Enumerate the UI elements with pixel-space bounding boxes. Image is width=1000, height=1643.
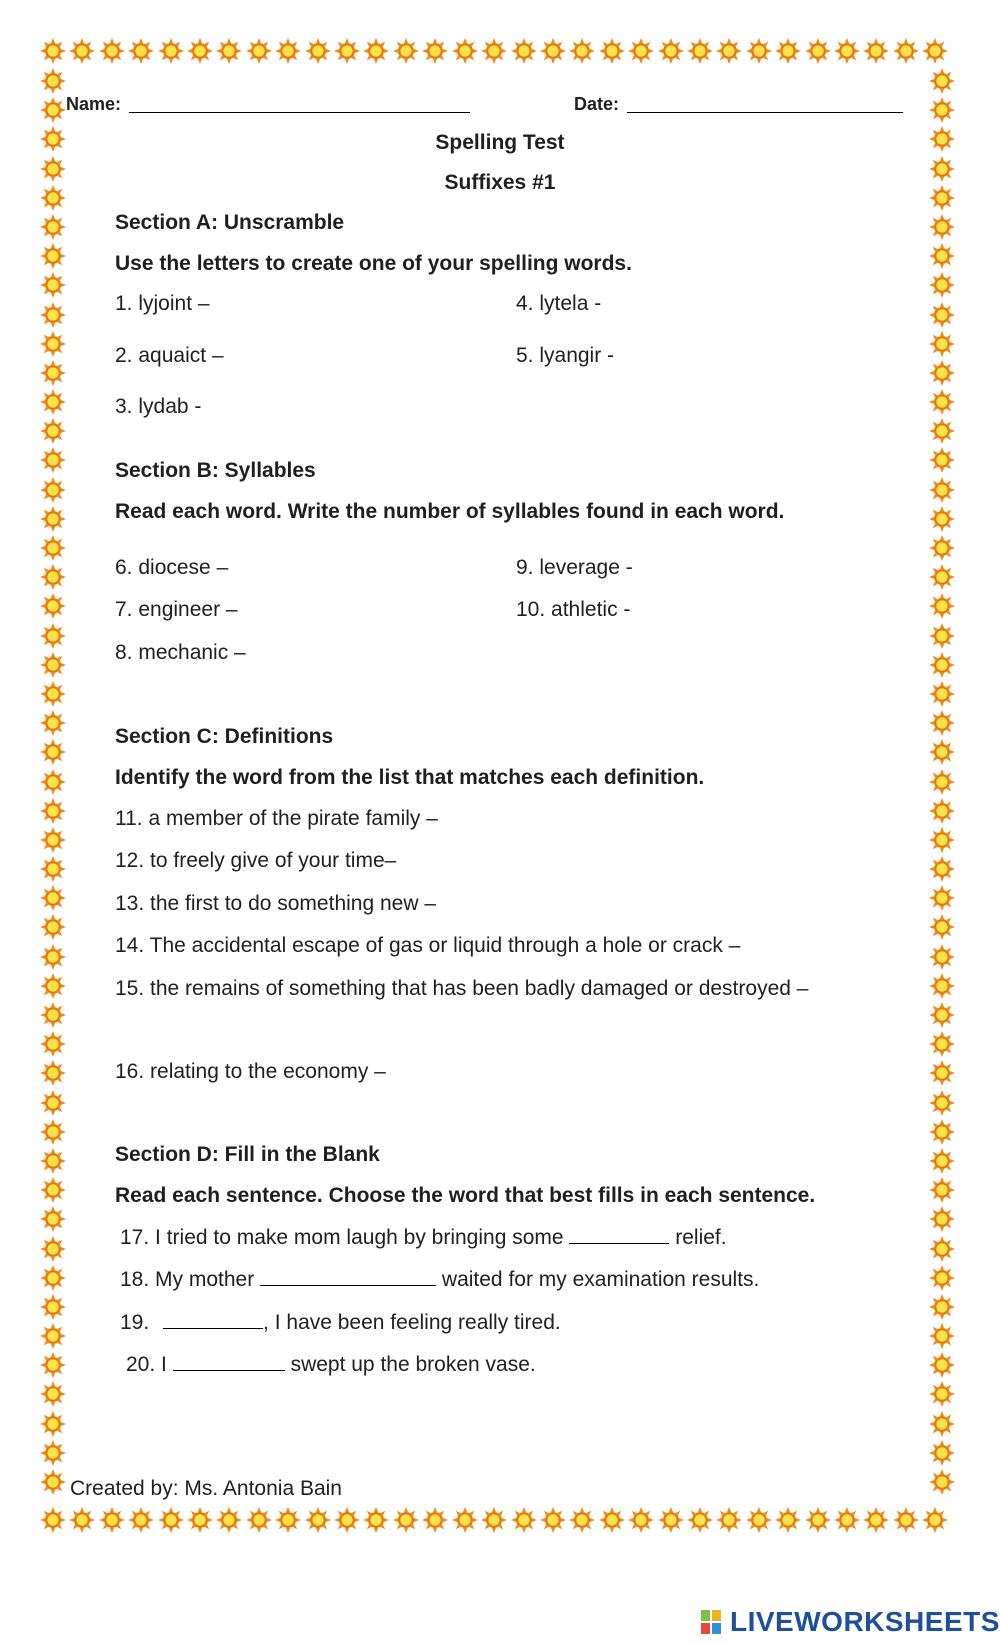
sun-icon bbox=[929, 1119, 955, 1145]
section-c-heading: Section C: Definitions bbox=[115, 725, 334, 748]
sun-icon bbox=[40, 272, 66, 298]
sun-icon bbox=[929, 1148, 955, 1174]
blank-18[interactable] bbox=[260, 1267, 436, 1286]
sun-icon bbox=[893, 1507, 919, 1533]
sun-icon bbox=[658, 1507, 684, 1533]
creator-credit: Created by: Ms. Antonia Bain bbox=[70, 1477, 342, 1500]
sun-icon bbox=[40, 331, 66, 357]
sun-icon bbox=[393, 1507, 419, 1533]
sun-icon bbox=[40, 1060, 66, 1086]
sun-icon bbox=[40, 1090, 66, 1116]
name-label: Name: bbox=[66, 94, 122, 114]
sun-icon bbox=[422, 38, 448, 64]
sun-icon bbox=[834, 1507, 860, 1533]
question-18: 18. My mother waited for my examination results. bbox=[120, 1268, 760, 1291]
question-9: 9. leverage - bbox=[516, 556, 633, 579]
sun-icon bbox=[929, 973, 955, 999]
sun-icon bbox=[40, 564, 66, 590]
sun-icon bbox=[40, 769, 66, 795]
sun-icon bbox=[893, 38, 919, 64]
sun-icon bbox=[40, 1119, 66, 1145]
sun-icon bbox=[929, 1294, 955, 1320]
blank-19[interactable] bbox=[163, 1310, 263, 1329]
sun-icon bbox=[929, 593, 955, 619]
section-b-heading: Section B: Syllables bbox=[115, 459, 316, 482]
question-10: 10. athletic - bbox=[516, 598, 631, 621]
sun-icon bbox=[628, 38, 654, 64]
sun-icon bbox=[746, 1507, 772, 1533]
liveworksheets-mark-icon bbox=[700, 1608, 724, 1636]
sun-icon bbox=[929, 360, 955, 386]
sun-icon bbox=[929, 652, 955, 678]
sun-icon bbox=[929, 1002, 955, 1028]
sun-icon bbox=[40, 798, 66, 824]
sun-icon bbox=[716, 38, 742, 64]
sun-icon bbox=[40, 68, 66, 94]
sun-icon bbox=[929, 214, 955, 240]
sun-icon bbox=[929, 681, 955, 707]
sun-icon bbox=[40, 856, 66, 882]
sun-icon bbox=[929, 389, 955, 415]
sun-icon bbox=[929, 302, 955, 328]
sun-icon bbox=[187, 38, 213, 64]
page-title: Spelling Test bbox=[435, 131, 565, 154]
sun-icon bbox=[452, 38, 478, 64]
sun-icon bbox=[922, 1507, 948, 1533]
name-field[interactable] bbox=[129, 94, 470, 113]
sun-icon bbox=[99, 1507, 125, 1533]
sun-icon bbox=[511, 38, 537, 64]
sun-icon bbox=[929, 68, 955, 94]
sun-icon bbox=[746, 38, 772, 64]
page-border-top bbox=[40, 38, 948, 64]
sun-icon bbox=[929, 447, 955, 473]
sun-icon bbox=[929, 885, 955, 911]
sun-icon bbox=[40, 739, 66, 765]
page-border-bottom bbox=[40, 1507, 948, 1533]
sun-icon bbox=[40, 1469, 66, 1495]
sun-icon bbox=[929, 243, 955, 269]
sun-icon bbox=[128, 1507, 154, 1533]
sun-icon bbox=[40, 477, 66, 503]
sun-icon bbox=[422, 1507, 448, 1533]
question-13: 13. the first to do something new – bbox=[115, 892, 437, 915]
sun-icon bbox=[929, 1031, 955, 1057]
question-17: 17. I tried to make mom laugh by bringing some relief. bbox=[120, 1226, 727, 1249]
question-19: 19. , I have been feeling really tired. bbox=[120, 1311, 561, 1334]
sun-icon bbox=[929, 827, 955, 853]
sun-icon bbox=[929, 477, 955, 503]
section-b-instruction: Read each word. Write the number of syllables found in each word. bbox=[115, 500, 785, 523]
sun-icon bbox=[40, 1440, 66, 1466]
sun-icon bbox=[40, 97, 66, 123]
sun-icon bbox=[929, 535, 955, 561]
section-a-instruction: Use the letters to create one of your spelling words. bbox=[115, 252, 632, 275]
sun-icon bbox=[540, 1507, 566, 1533]
question-8: 8. mechanic – bbox=[115, 641, 246, 664]
question-4: 4. lytela - bbox=[516, 292, 602, 315]
sun-icon bbox=[40, 885, 66, 911]
sun-icon bbox=[40, 973, 66, 999]
sun-icon bbox=[305, 38, 331, 64]
sun-icon bbox=[40, 506, 66, 532]
sun-icon bbox=[40, 1352, 66, 1378]
sun-icon bbox=[922, 38, 948, 64]
question-2: 2. aquaict – bbox=[115, 344, 224, 367]
sun-icon bbox=[363, 38, 389, 64]
sun-icon bbox=[99, 38, 125, 64]
sun-icon bbox=[393, 38, 419, 64]
sun-icon bbox=[40, 710, 66, 736]
sun-icon bbox=[929, 97, 955, 123]
sun-icon bbox=[805, 1507, 831, 1533]
sun-icon bbox=[334, 38, 360, 64]
sun-icon bbox=[40, 1236, 66, 1262]
question-3: 3. lydab - bbox=[115, 395, 202, 418]
sun-icon bbox=[40, 1177, 66, 1203]
sun-icon bbox=[481, 38, 507, 64]
question-11: 11. a member of the pirate family – bbox=[115, 807, 438, 830]
sun-icon bbox=[929, 623, 955, 649]
sun-icon bbox=[929, 418, 955, 444]
sun-icon bbox=[40, 944, 66, 970]
page-border-left bbox=[40, 68, 66, 1495]
sun-icon bbox=[128, 38, 154, 64]
sun-icon bbox=[658, 38, 684, 64]
sun-icon bbox=[40, 389, 66, 415]
question-5: 5. lyangir - bbox=[516, 344, 615, 367]
sun-icon bbox=[40, 1148, 66, 1174]
sun-icon bbox=[929, 856, 955, 882]
question-14: 14. The accidental escape of gas or liquid through a hole or crack – bbox=[115, 934, 741, 957]
date-label: Date: bbox=[574, 94, 620, 114]
sun-icon bbox=[69, 38, 95, 64]
sun-icon bbox=[929, 1381, 955, 1407]
sun-icon bbox=[40, 214, 66, 240]
section-d-heading: Section D: Fill in the Blank bbox=[115, 1143, 380, 1166]
sun-icon bbox=[599, 1507, 625, 1533]
sun-icon bbox=[40, 623, 66, 649]
sun-icon bbox=[40, 1411, 66, 1437]
sun-icon bbox=[40, 1002, 66, 1028]
question-1: 1. lyjoint – bbox=[115, 292, 210, 315]
sun-icon bbox=[40, 827, 66, 853]
sun-icon bbox=[929, 1177, 955, 1203]
sun-icon bbox=[716, 1507, 742, 1533]
sun-icon bbox=[775, 1507, 801, 1533]
sun-icon bbox=[929, 914, 955, 940]
sun-icon bbox=[805, 38, 831, 64]
sun-icon bbox=[40, 535, 66, 561]
question-12: 12. to freely give of your time– bbox=[115, 849, 397, 872]
sun-icon bbox=[481, 1507, 507, 1533]
sun-icon bbox=[929, 506, 955, 532]
sun-icon bbox=[929, 272, 955, 298]
sun-icon bbox=[246, 38, 272, 64]
sun-icon bbox=[40, 1507, 66, 1533]
sun-icon bbox=[275, 38, 301, 64]
sun-icon bbox=[775, 38, 801, 64]
sun-icon bbox=[246, 1507, 272, 1533]
sun-icon bbox=[569, 1507, 595, 1533]
blank-20[interactable] bbox=[173, 1352, 285, 1371]
sun-icon bbox=[40, 681, 66, 707]
sun-icon bbox=[929, 1323, 955, 1349]
liveworksheets-logo[interactable] bbox=[700, 1606, 1000, 1638]
sun-icon bbox=[687, 38, 713, 64]
page-subtitle: Suffixes #1 bbox=[444, 171, 556, 194]
page-border-right bbox=[929, 68, 955, 1495]
sun-icon bbox=[363, 1507, 389, 1533]
sun-icon bbox=[929, 1236, 955, 1262]
sun-icon bbox=[40, 1206, 66, 1232]
sun-icon bbox=[40, 1381, 66, 1407]
sun-icon bbox=[40, 302, 66, 328]
sun-icon bbox=[452, 1507, 478, 1533]
sun-icon bbox=[511, 1507, 537, 1533]
sun-icon bbox=[40, 360, 66, 386]
sun-icon bbox=[687, 1507, 713, 1533]
sun-icon bbox=[929, 1090, 955, 1116]
sun-icon bbox=[929, 944, 955, 970]
sun-icon bbox=[275, 1507, 301, 1533]
sun-icon bbox=[305, 1507, 331, 1533]
sun-icon bbox=[40, 1265, 66, 1291]
sun-icon bbox=[40, 1031, 66, 1057]
sun-icon bbox=[569, 38, 595, 64]
sun-icon bbox=[863, 1507, 889, 1533]
question-16: 16. relating to the economy – bbox=[115, 1060, 386, 1083]
blank-17[interactable] bbox=[569, 1225, 669, 1244]
sun-icon bbox=[40, 243, 66, 269]
section-c-instruction: Identify the word from the list that matches each definition. bbox=[115, 766, 705, 789]
sun-icon bbox=[599, 38, 625, 64]
section-a-heading: Section A: Unscramble bbox=[115, 211, 345, 234]
section-d-instruction: Read each sentence. Choose the word that best fills in each sentence. bbox=[115, 1184, 816, 1207]
liveworksheets-wordmark: LIVEWORKSHEETS bbox=[730, 1606, 1000, 1637]
sun-icon bbox=[40, 1323, 66, 1349]
sun-icon bbox=[40, 914, 66, 940]
sun-icon bbox=[929, 1352, 955, 1378]
sun-icon bbox=[40, 593, 66, 619]
sun-icon bbox=[158, 38, 184, 64]
sun-icon bbox=[158, 1507, 184, 1533]
sun-icon bbox=[40, 1294, 66, 1320]
sun-icon bbox=[929, 1469, 955, 1495]
sun-icon bbox=[929, 798, 955, 824]
sun-icon bbox=[40, 652, 66, 678]
question-15: 15. the remains of something that has been badly damaged or destroyed – bbox=[115, 977, 809, 1000]
sun-icon bbox=[216, 1507, 242, 1533]
sun-icon bbox=[187, 1507, 213, 1533]
sun-icon bbox=[540, 38, 566, 64]
question-20: 20. I swept up the broken vase. bbox=[126, 1353, 536, 1376]
question-7: 7. engineer – bbox=[115, 598, 238, 621]
date-field[interactable] bbox=[627, 94, 903, 113]
sun-icon bbox=[929, 739, 955, 765]
sun-icon bbox=[40, 38, 66, 64]
sun-icon bbox=[929, 710, 955, 736]
sun-icon bbox=[69, 1507, 95, 1533]
sun-icon bbox=[40, 418, 66, 444]
sun-icon bbox=[334, 1507, 360, 1533]
sun-icon bbox=[40, 447, 66, 473]
sun-icon bbox=[863, 38, 889, 64]
question-6: 6. diocese – bbox=[115, 556, 229, 579]
sun-icon bbox=[834, 38, 860, 64]
sun-icon bbox=[929, 564, 955, 590]
sun-icon bbox=[929, 1206, 955, 1232]
sun-icon bbox=[929, 1411, 955, 1437]
sun-icon bbox=[929, 331, 955, 357]
sun-icon bbox=[929, 1265, 955, 1291]
sun-icon bbox=[929, 769, 955, 795]
sun-icon bbox=[628, 1507, 654, 1533]
sun-icon bbox=[929, 1440, 955, 1466]
sun-icon bbox=[216, 38, 242, 64]
sun-icon bbox=[929, 1060, 955, 1086]
